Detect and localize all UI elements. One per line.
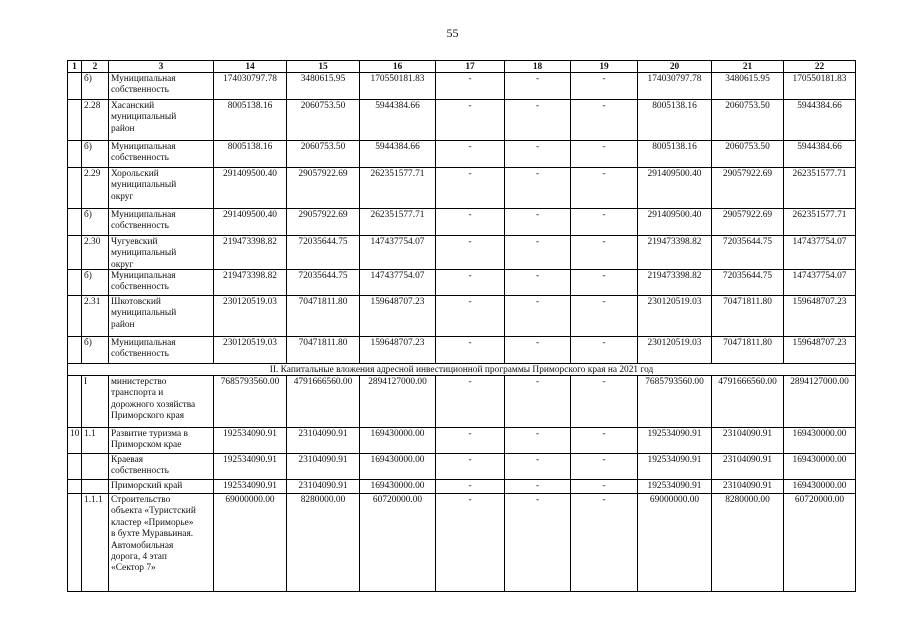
value-cell: 8005138.16 xyxy=(213,140,287,168)
value-cell: 147437754.07 xyxy=(783,235,856,270)
row-number-cell: б) xyxy=(81,140,109,168)
value-cell: 170550181.83 xyxy=(359,72,436,100)
value-cell: 2060753.50 xyxy=(286,99,360,141)
empty-value-cell: - xyxy=(570,235,638,270)
row-index-cell xyxy=(67,453,82,480)
value-cell: 29057922.69 xyxy=(286,208,360,236)
empty-value-cell: - xyxy=(570,140,638,168)
value-cell: 4791666560.00 xyxy=(286,375,360,428)
row-number-cell: б) xyxy=(81,269,109,296)
value-cell: 230120519.03 xyxy=(637,295,712,337)
value-cell: 8280000.00 xyxy=(711,493,784,592)
value-cell: 219473398.82 xyxy=(637,269,712,296)
empty-value-cell: - xyxy=(435,72,505,100)
empty-value-cell: - xyxy=(570,99,638,141)
column-header: 18 xyxy=(504,60,571,73)
row-index-cell xyxy=(67,295,82,337)
value-cell: 230120519.03 xyxy=(213,295,287,337)
row-number-cell: 2.29 xyxy=(81,167,109,209)
empty-value-cell: - xyxy=(504,167,571,209)
value-cell: 23104090.91 xyxy=(711,427,784,454)
row-index-cell xyxy=(67,235,82,270)
empty-value-cell: - xyxy=(570,493,638,592)
value-cell: 219473398.82 xyxy=(213,269,287,296)
row-name-cell: Развитие туризма в Приморском крае xyxy=(108,427,214,454)
empty-value-cell: - xyxy=(504,336,571,364)
empty-value-cell: - xyxy=(504,295,571,337)
column-header: 2 xyxy=(81,60,109,73)
value-cell: 174030797.78 xyxy=(213,72,287,100)
value-cell: 169430000.00 xyxy=(359,479,436,494)
value-cell: 291409500.40 xyxy=(213,208,287,236)
value-cell: 23104090.91 xyxy=(711,453,784,480)
empty-value-cell: - xyxy=(504,493,571,592)
row-name-cell: Муниципальная собственность xyxy=(108,269,214,296)
value-cell: 159648707.23 xyxy=(783,295,856,337)
value-cell: 70471811.80 xyxy=(286,336,360,364)
row-name-cell: Хасанский муниципальный район xyxy=(108,99,214,141)
value-cell: 70471811.80 xyxy=(711,295,784,337)
value-cell: 192534090.91 xyxy=(637,479,712,494)
row-name-cell: Приморский край xyxy=(108,479,214,494)
row-index-cell xyxy=(67,99,82,141)
value-cell: 72035644.75 xyxy=(711,235,784,270)
row-name-cell: Краевая собственность xyxy=(108,453,214,480)
row-name-cell: Муниципальная собственность xyxy=(108,336,214,364)
empty-value-cell: - xyxy=(504,235,571,270)
column-header: 15 xyxy=(286,60,360,73)
empty-value-cell: - xyxy=(570,427,638,454)
value-cell: 29057922.69 xyxy=(711,208,784,236)
value-cell: 169430000.00 xyxy=(783,479,856,494)
value-cell: 2060753.50 xyxy=(286,140,360,168)
empty-value-cell: - xyxy=(504,140,571,168)
empty-value-cell: - xyxy=(504,72,571,100)
empty-value-cell: - xyxy=(435,269,505,296)
empty-value-cell: - xyxy=(504,269,571,296)
row-number-cell: б) xyxy=(81,336,109,364)
empty-value-cell: - xyxy=(504,208,571,236)
empty-value-cell: - xyxy=(435,453,505,480)
row-number-cell: 1.1 xyxy=(81,427,109,454)
empty-value-cell: - xyxy=(435,427,505,454)
empty-value-cell: - xyxy=(504,453,571,480)
column-header: 21 xyxy=(711,60,784,73)
empty-value-cell: - xyxy=(435,295,505,337)
value-cell: 192534090.91 xyxy=(213,453,287,480)
empty-value-cell: - xyxy=(570,479,638,494)
column-header: 3 xyxy=(108,60,214,73)
empty-value-cell: - xyxy=(570,269,638,296)
value-cell: 147437754.07 xyxy=(359,235,436,270)
row-name-cell: министерство транспорта и дорожного хозяйства Приморского края xyxy=(108,375,214,428)
value-cell: 219473398.82 xyxy=(637,235,712,270)
value-cell: 170550181.83 xyxy=(783,72,856,100)
row-index-cell: 10 xyxy=(67,427,82,454)
value-cell: 262351577.71 xyxy=(783,208,856,236)
row-index-cell xyxy=(67,479,82,494)
value-cell: 262351577.71 xyxy=(359,208,436,236)
column-header: 22 xyxy=(783,60,856,73)
empty-value-cell: - xyxy=(504,375,571,428)
value-cell: 3480615.95 xyxy=(711,72,784,100)
empty-value-cell: - xyxy=(504,427,571,454)
empty-value-cell: - xyxy=(570,208,638,236)
empty-value-cell: - xyxy=(570,375,638,428)
column-header: 14 xyxy=(213,60,287,73)
empty-value-cell: - xyxy=(570,336,638,364)
row-index-cell xyxy=(67,375,82,428)
value-cell: 3480615.95 xyxy=(286,72,360,100)
value-cell: 262351577.71 xyxy=(783,167,856,209)
value-cell: 174030797.78 xyxy=(637,72,712,100)
value-cell: 7685793560.00 xyxy=(637,375,712,428)
value-cell: 7685793560.00 xyxy=(213,375,287,428)
column-header: 17 xyxy=(435,60,505,73)
value-cell: 8005138.16 xyxy=(213,99,287,141)
value-cell: 8005138.16 xyxy=(637,99,712,141)
value-cell: 2894127000.00 xyxy=(783,375,856,428)
empty-value-cell: - xyxy=(435,493,505,592)
value-cell: 69000000.00 xyxy=(213,493,287,592)
empty-value-cell: - xyxy=(570,167,638,209)
empty-value-cell: - xyxy=(570,453,638,480)
value-cell: 60720000.00 xyxy=(783,493,856,592)
value-cell: 159648707.23 xyxy=(359,295,436,337)
value-cell: 8280000.00 xyxy=(286,493,360,592)
value-cell: 23104090.91 xyxy=(286,479,360,494)
value-cell: 69000000.00 xyxy=(637,493,712,592)
column-header: 19 xyxy=(570,60,638,73)
value-cell: 70471811.80 xyxy=(286,295,360,337)
value-cell: 2060753.50 xyxy=(711,99,784,141)
column-header: 20 xyxy=(637,60,712,73)
value-cell: 147437754.07 xyxy=(359,269,436,296)
value-cell: 72035644.75 xyxy=(711,269,784,296)
value-cell: 192534090.91 xyxy=(637,427,712,454)
value-cell: 291409500.40 xyxy=(213,167,287,209)
column-header: 16 xyxy=(359,60,436,73)
row-index-cell xyxy=(67,269,82,296)
value-cell: 169430000.00 xyxy=(783,453,856,480)
value-cell: 29057922.69 xyxy=(286,167,360,209)
row-name-cell: Муниципальная собственность xyxy=(108,140,214,168)
value-cell: 2894127000.00 xyxy=(359,375,436,428)
value-cell: 159648707.23 xyxy=(359,336,436,364)
column-header: 1 xyxy=(67,60,82,73)
row-name-cell: Муниципальная собственность xyxy=(108,72,214,100)
value-cell: 147437754.07 xyxy=(783,269,856,296)
value-cell: 60720000.00 xyxy=(359,493,436,592)
row-index-cell xyxy=(67,336,82,364)
row-number-cell: 2.31 xyxy=(81,295,109,337)
empty-value-cell: - xyxy=(435,336,505,364)
value-cell: 2060753.50 xyxy=(711,140,784,168)
row-number-cell: б) xyxy=(81,208,109,236)
row-number-cell: 2.28 xyxy=(81,99,109,141)
row-index-cell xyxy=(67,72,82,100)
row-number-cell: б) xyxy=(81,72,109,100)
value-cell: 230120519.03 xyxy=(637,336,712,364)
empty-value-cell: - xyxy=(435,140,505,168)
value-cell: 169430000.00 xyxy=(359,427,436,454)
empty-value-cell: - xyxy=(504,99,571,141)
value-cell: 192534090.91 xyxy=(213,427,287,454)
value-cell: 23104090.91 xyxy=(286,427,360,454)
row-number-cell xyxy=(81,479,109,494)
row-number-cell xyxy=(81,453,109,480)
section-title: II. Капитальные вложения адресной инвестиционной программы Приморского края на 2021 год xyxy=(67,363,856,376)
value-cell: 219473398.82 xyxy=(213,235,287,270)
value-cell: 5944384.66 xyxy=(783,99,856,141)
row-index-cell xyxy=(67,208,82,236)
value-cell: 159648707.23 xyxy=(783,336,856,364)
value-cell: 192534090.91 xyxy=(637,453,712,480)
empty-value-cell: - xyxy=(435,167,505,209)
row-index-cell xyxy=(67,493,82,592)
value-cell: 169430000.00 xyxy=(359,453,436,480)
row-name-cell: Строительство объекта «Туристский кластер «Приморье» в бухте Муравьиная. Автомобильная дорога, 4 этап «Сектор 7» xyxy=(108,493,214,592)
value-cell: 230120519.03 xyxy=(213,336,287,364)
empty-value-cell: - xyxy=(570,72,638,100)
value-cell: 72035644.75 xyxy=(286,269,360,296)
value-cell: 70471811.80 xyxy=(711,336,784,364)
empty-value-cell: - xyxy=(435,208,505,236)
row-name-cell: Шкотовский муниципальный район xyxy=(108,295,214,337)
row-name-cell: Муниципальная собственность xyxy=(108,208,214,236)
row-index-cell xyxy=(67,140,82,168)
row-index-cell xyxy=(67,167,82,209)
value-cell: 5944384.66 xyxy=(783,140,856,168)
row-name-cell: Хорольский муниципальный округ xyxy=(108,167,214,209)
row-number-cell: I xyxy=(81,375,109,428)
row-number-cell: 2.30 xyxy=(81,235,109,270)
value-cell: 29057922.69 xyxy=(711,167,784,209)
value-cell: 4791666560.00 xyxy=(711,375,784,428)
value-cell: 72035644.75 xyxy=(286,235,360,270)
value-cell: 262351577.71 xyxy=(359,167,436,209)
empty-value-cell: - xyxy=(435,479,505,494)
value-cell: 291409500.40 xyxy=(637,167,712,209)
value-cell: 5944384.66 xyxy=(359,140,436,168)
page-number: 55 xyxy=(446,26,459,40)
empty-value-cell: - xyxy=(570,295,638,337)
row-name-cell: Чугуевский муниципальный округ xyxy=(108,235,214,270)
value-cell: 169430000.00 xyxy=(783,427,856,454)
value-cell: 23104090.91 xyxy=(286,453,360,480)
empty-value-cell: - xyxy=(504,479,571,494)
value-cell: 23104090.91 xyxy=(711,479,784,494)
value-cell: 8005138.16 xyxy=(637,140,712,168)
empty-value-cell: - xyxy=(435,235,505,270)
empty-value-cell: - xyxy=(435,375,505,428)
value-cell: 5944384.66 xyxy=(359,99,436,141)
value-cell: 192534090.91 xyxy=(213,479,287,494)
row-number-cell: 1.1.1 xyxy=(81,493,109,592)
empty-value-cell: - xyxy=(435,99,505,141)
value-cell: 291409500.40 xyxy=(637,208,712,236)
